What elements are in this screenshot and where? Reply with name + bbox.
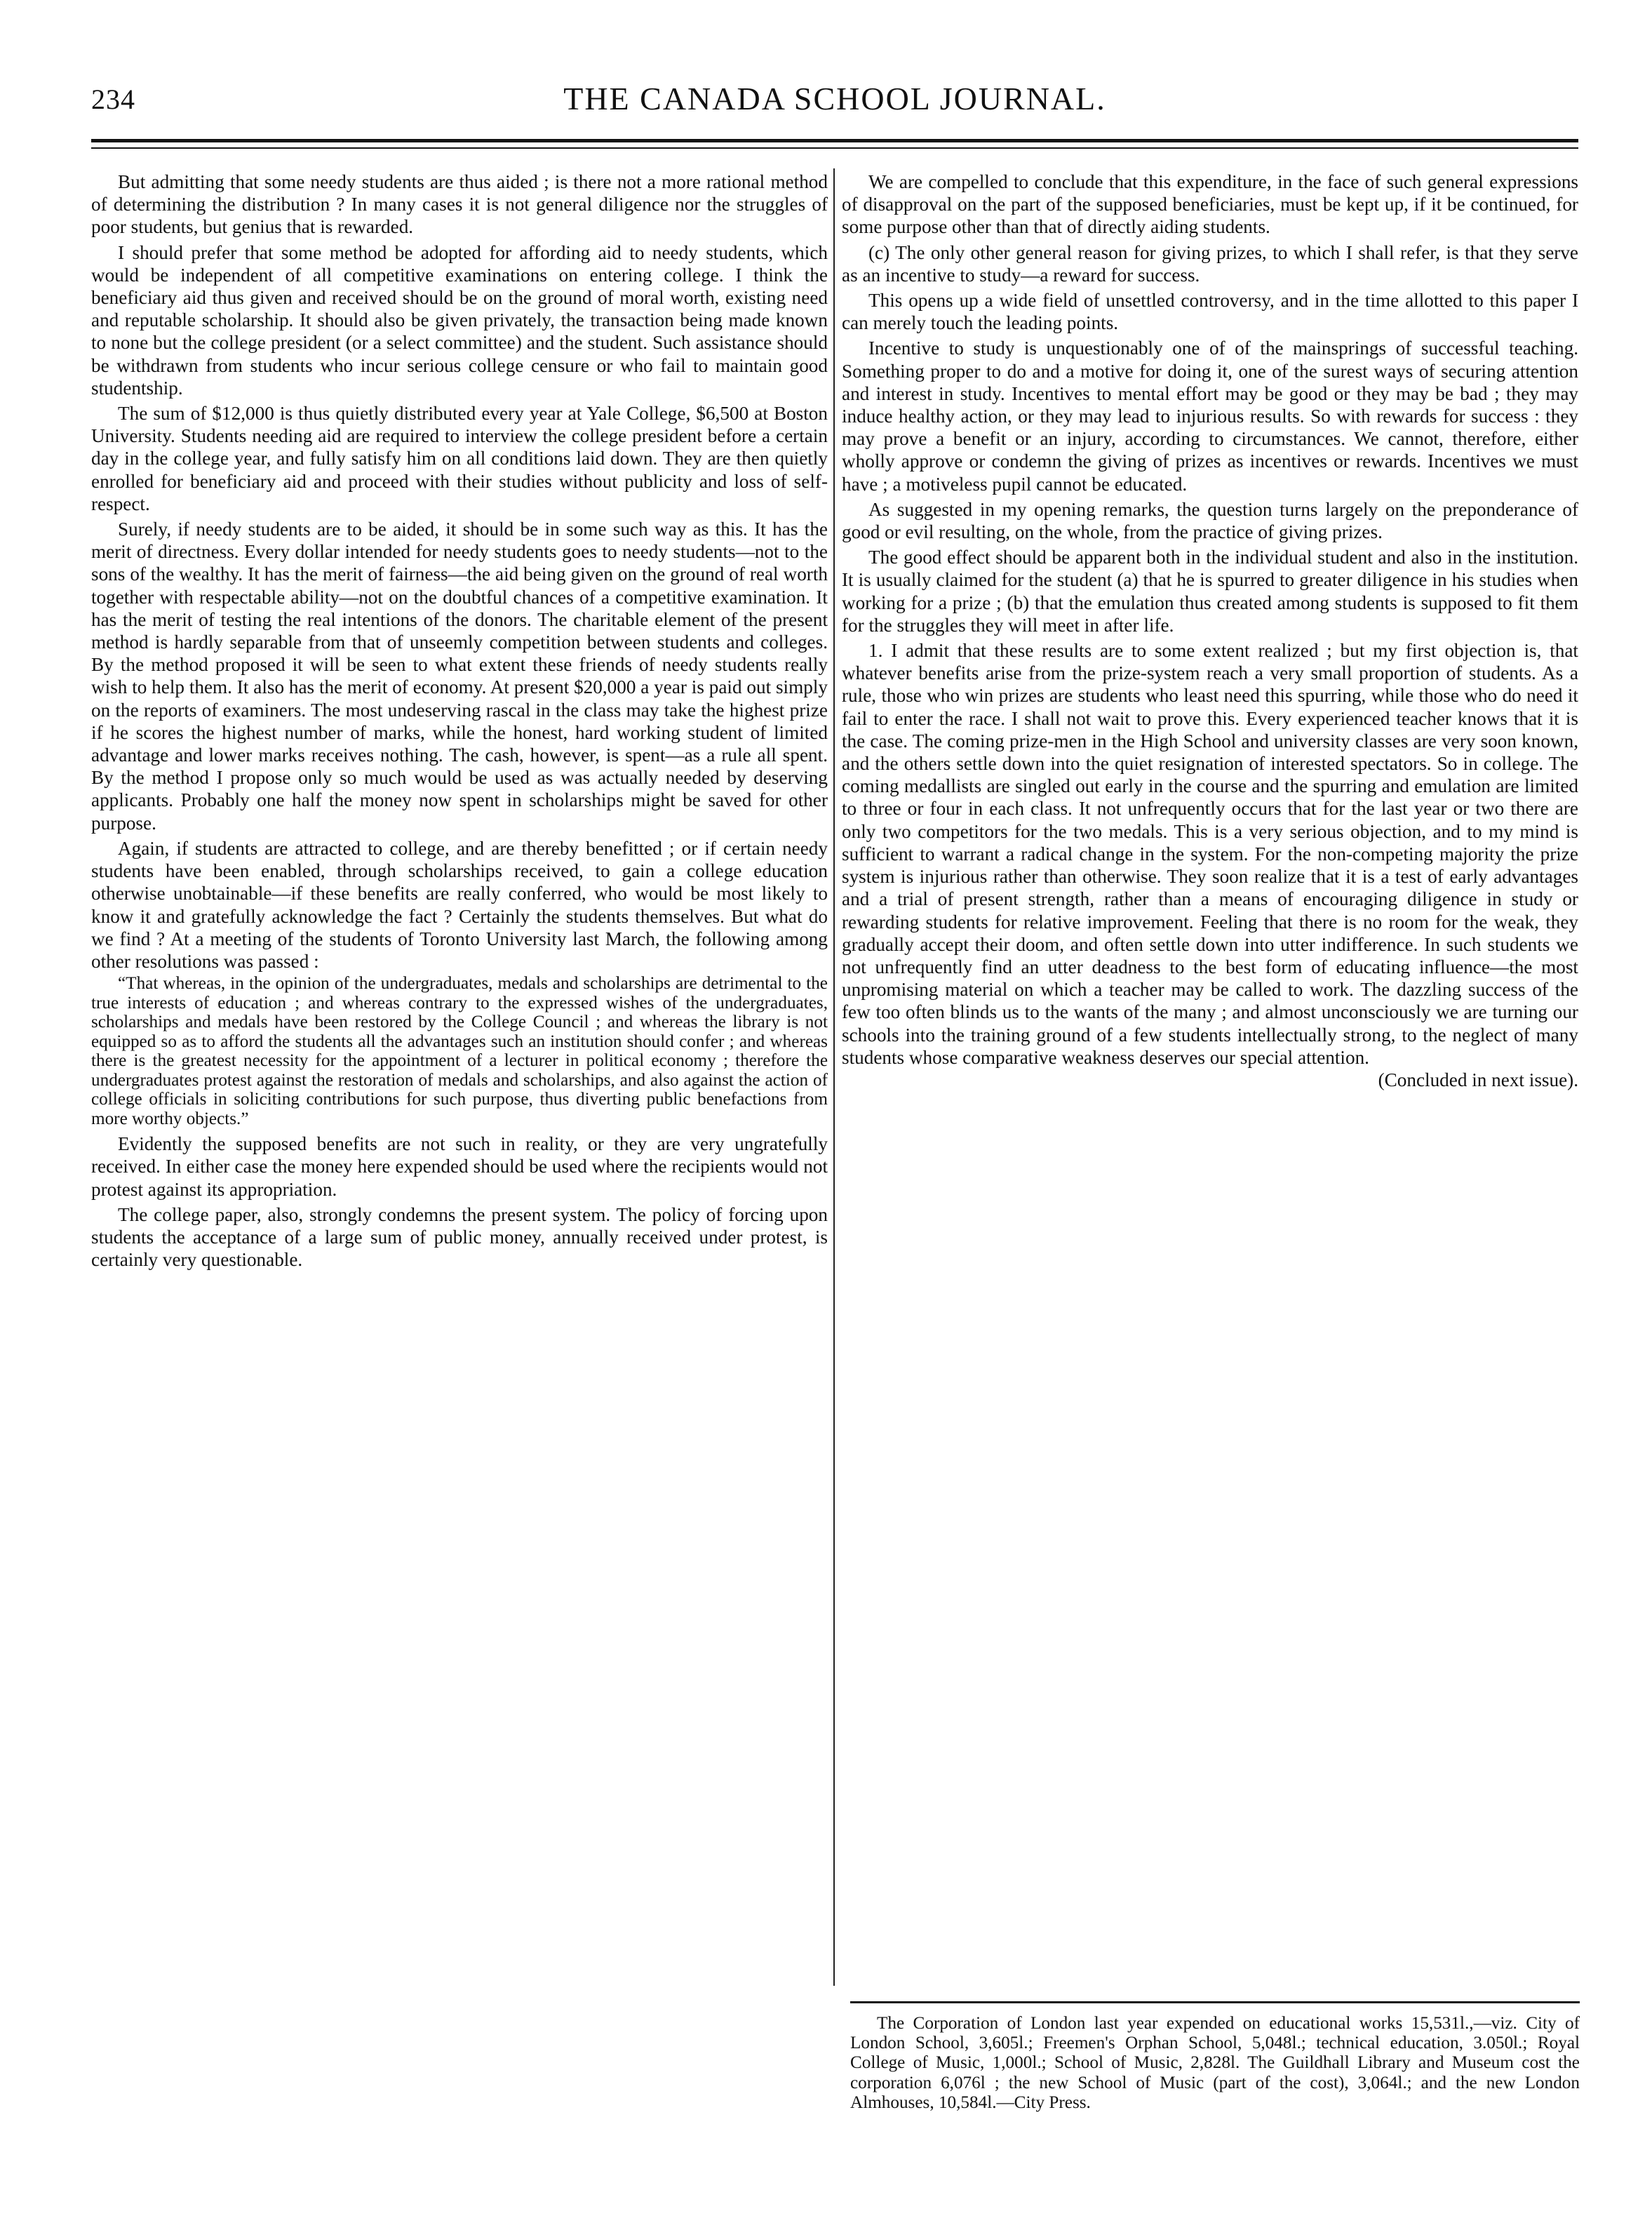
paragraph: (c) The only other general reason for giving prizes, to which I shall refer, is that they serve as an incentive to study—a reward for success. [842,241,1578,286]
footnote-rule [850,2001,1580,2003]
paragraph: Incentive to study is unquestionably one of of the mainsprings of successful teaching. Something proper to do and a motive for doing it, one of the surest ways of securing attention and interest in study. Incentives to mental effort may be good or they may be bad ; they may induce healthy action, or they may lead to injurious results. So with rewards for success : they may prove a benefit or an injury, according to circumstances. We cannot, therefore, either wholly approve or condemn the giving of prizes as incentives or rewards. Incentives we must have ; a motiveless pupil cannot be educated. [842,338,1578,495]
page-header [91,70,1578,133]
paragraph: Surely, if needy students are to be aided, it should be in some such way as this. It has the merit of directness. Every dollar intended for needy students goes to needy students—not to the sons of the wealthy. It has the merit of fairness—the aid being given on the ground of real worth together with respectable ability—not on the doubtful chances of a competitive examination. It has the merit of testing the real intentions of the donors. The charitable element of the present method is hardly separable from that of unseemly competition between students and colleges. By the method proposed it will be seen to what extent these friends of needy students really wish to help them. It also has the merit of economy. At present $20,000 a year is paid out simply on the reports of examiners. The most undeserving rascal in the class may take the highest prize if he scores the highest number of marks, while the honest, hard working student of limited advantage and lower marks receives nothing. The cash, however, is spent—as a rule all spent. By the method I propose only so much would be used as was actually needed by deserving applicants. Probably one half the money now spent in scholarships might be saved for other purpose. [91,519,828,834]
paragraph: The good effect should be apparent both in the individual student and also in the institution. It is usually claimed for the student (a) that he is spurred to greater diligence in his studies when working for a prize ; (b) that the emulation thus created among students is supposed to fit them for the struggles they will meet in after life. [842,547,1578,636]
footnote [850,2014,1580,2113]
header-rule-thin [91,147,1578,149]
paragraph: Again, if students are attracted to college, and are thereby benefitted ; or if certain needy students have been enabled, through scholarships received, to gain a college education otherwise unobtainable—if these benefits are really conferred, who would be most likely to know it and gratefully acknowledge the fact ? Certainly the students themselves. But what do we find ? At a meeting of the students of Toronto University last March, the following among other resolutions was passed : [91,837,828,972]
paragraph: I should prefer that some method be adopted for affording aid to needy students, which would be independent of all competitive examinations on entering college. I think the beneficiary aid thus given and received should be on the ground of moral worth, existing need and reputable scholarship. It should also be given privately, the transaction being made known to none but the college president (or a select committee) and the student. Such assistance should be withdrawn from students who incur serious college censure or who fail to maintain good studentship. [91,241,828,399]
continuation-note: (Concluded in next issue). [1378,1069,1578,1090]
footnote-text: The Corporation of London last year expended on educational works 15,531l.,—viz. City of London School, 3,605l.; Freemen's Orphan School, 5,048l.; technical education, 3.050l.; Royal College of Music, 1,000l.; School of Music, 2,828l. The Guildhall Library and Museum cost the corporation 6,076l ; the new School of Music (part of the cost), 3,064l.; and the new London Almhouses, 10,584l.—City Press. [850,2014,1580,2112]
header-rule-thick [91,139,1578,142]
left-column [91,171,828,1271]
paragraph: This opens up a wide field of unsettled controversy, and in the time allotted to this paper I can merely touch the leading points. [842,290,1578,334]
page-number: 234 [91,84,135,115]
paragraph: Evidently the supposed benefits are not such in reality, or they are very ungratefully received. In either case the money here expended should be used where the recipients would not protest against its appropriation. [91,1133,828,1200]
paragraph: As suggested in my opening remarks, the question turns largely on the preponderance of good or evil resulting, on the whole, from the practice of giving prizes. [842,498,1578,543]
paragraph: But admitting that some needy students are thus aided ; is there not a more rational method of determining the distribution ? In many cases it is not general diligence nor the struggles of poor students, but genius that is rewarded. [91,171,828,238]
column-divider [833,168,835,1986]
right-column [842,171,1578,1091]
resolution-quote: “That whereas, in the opinion of the undergraduates, medals and scholarships are detrimental to the true interests of education ; and whereas contrary to the expressed wishes of the undergraduates, scholarships and medals have been restored by the College Council ; and whereas the library is not equipped so as to afford the students all the advantages such an institution should confer ; and whereas there is the greatest necessity for the appointment of a lecturer in political economy ; therefore the undergraduates protest against the restoration of medals and scholarships, and also against the action of college officials in soliciting contributions for such purpose, thus diverting public benefactions from more worthy objects.” [91,974,828,1128]
paragraph: The sum of $12,000 is thus quietly distributed every year at Yale College, $6,500 at Boston University. Students needing aid are required to interview the college president before a certain day in the college year, and fully satisfy him on all conditions laid down. They are then quietly enrolled for beneficiary aid and proceed with their studies without publicity and loss of self-respect. [91,403,828,514]
running-title: THE CANADA SCHOOL JOURNAL. [563,81,1106,116]
paragraph: We are compelled to conclude that this expenditure, in the face of such general expressions of disapproval on the part of the supposed beneficiaries, must be kept up, if it be continued, for some purpose other than that of directly aiding students. [842,171,1578,238]
paragraph: The college paper, also, strongly condemns the present system. The policy of forcing upon students the acceptance of a large sum of public money, annually received under protest, is certainly very questionable. [91,1203,828,1271]
paragraph: 1. I admit that these results are to some extent realized ; but my first objection is, that whatever benefits arise from the prize-system reach a very small proportion of students. As a rule, those who win prizes are students who least need this spurring, while those who do need it fail to enter the race. I shall not wait to prove this. Every experienced teacher knows that it is the case. The coming prize-men in the High School and university classes are very soon known, and the others settle down into the quiet resignation of interested spectators. So in college. The coming medallists are singled out early in the course and the spurring and emulation are limited to three or four in each class. It not unfrequently occurs that for the last year or two there are only two competitors for the two medals. This is a very serious objection, and to my mind is sufficient to warrant a radical change in the system. For the non-competing majority the prize system is injurious rather than otherwise. They soon realize that it is a test of early advantages and a trial of present strength, rather than a means of encouraging diligence in study or rewarding students for relative improvement. Feeling that there is no room for the weak, they gradually accept their doom, and often settle down into utter indifference. In such students we not unfrequently find an utter deadness to the best form of educating influence—the most unpromising material on which a teacher may be called to work. The dazzling success of the few too often blinds us to the wants of the many ; and almost unconsciously we are turning our schools into the training ground of a few students intellectually strong, to the neglect of many students whose comparative weakness deserves our special attention. [842,640,1578,1068]
